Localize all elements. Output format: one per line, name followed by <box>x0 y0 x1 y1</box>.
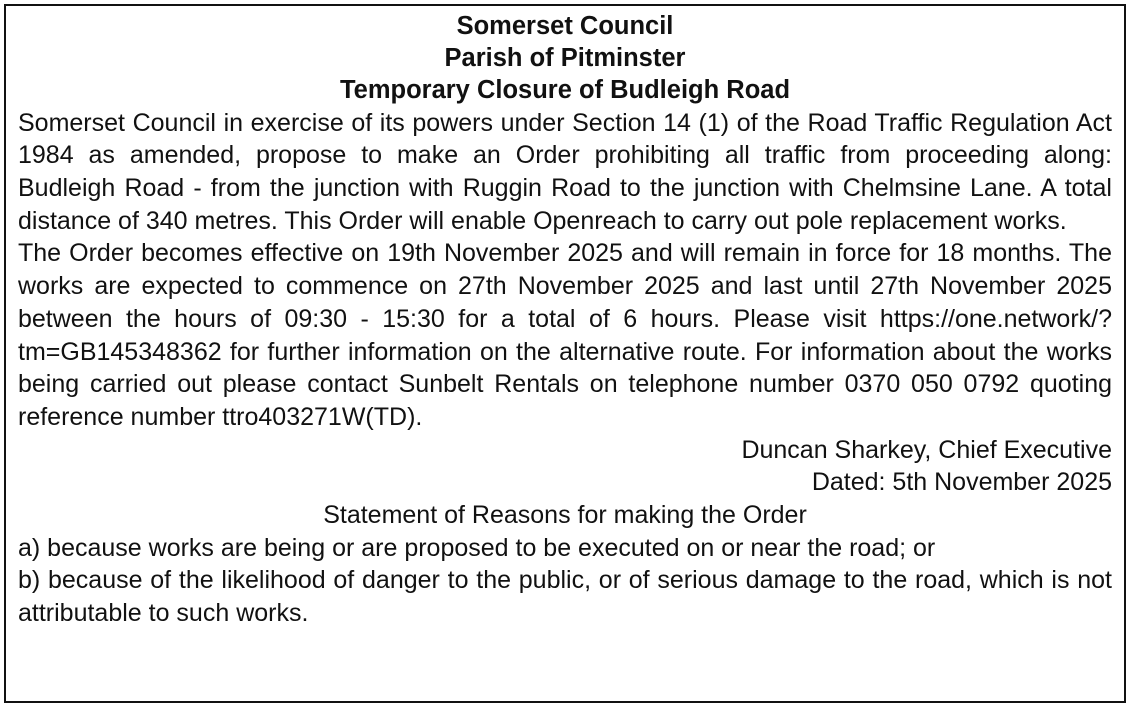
reason-a: a) because works are being or are proposed to be executed on or near the road; or <box>18 533 936 562</box>
order-details-paragraph: The Order becomes effective on 19th November 2025 and will remain in force for 18 months. The works are expected to commence on 27th November 2025 and last until 27th November 2025 between the hours of 09:30 - 15:30 for a total of 6 hours. Please visit https://one.network/?tm=GB145348362 for further information on the alternative route. For information about the works being carried out please contact Sunbelt Rentals on telephone number 0370 050 0792 quoting reference number ttro403271W(TD). <box>18 239 1112 431</box>
dated-line: Dated: 5th November 2025 <box>811 468 1112 497</box>
notice-title: Temporary Closure of Budleigh Road <box>339 76 791 105</box>
reason-b: b) because of the likelihood of danger to the public, or of serious damage to the road, which is not attributable to such works. <box>18 566 1112 628</box>
reasons-heading: Statement of Reasons for making the Order <box>323 501 807 530</box>
order-proposal-paragraph: Somerset Council in exercise of its powers under Section 14 (1) of the Road Traffic Regulation Act 1984 as amended, propose to make an Order prohibiting all traffic from proceeding along: Budleigh Road - from the junction with Ruggin Road to the junction with Chelmsine Lane. A total distance of 340 metres. This Order will enable Openreach to carry out pole replacement works. <box>18 108 1112 235</box>
signatory: Duncan Sharkey, Chief Executive <box>741 435 1112 464</box>
parish-name: Parish of Pitminster <box>444 44 686 73</box>
council-name: Somerset Council <box>456 12 674 40</box>
public-notice <box>4 4 1126 703</box>
